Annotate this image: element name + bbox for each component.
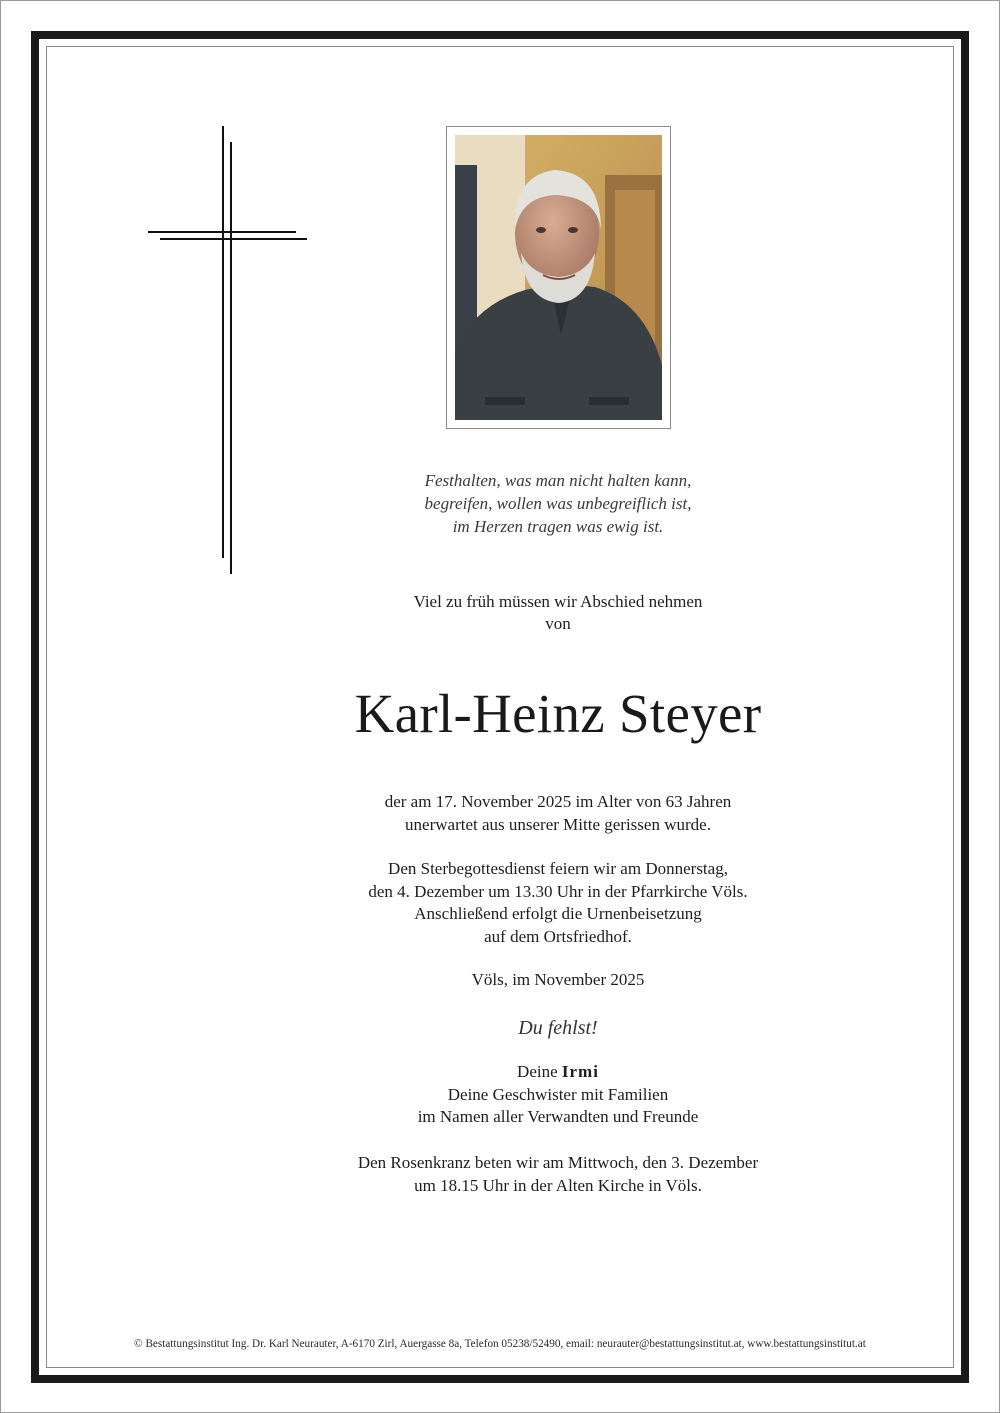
rosary-line: Den Rosenkranz beten wir am Mittwoch, den 3. Dezember <box>357 1153 759 1172</box>
notice-line: der am 17. November 2025 im Alter von 63 Jahren <box>384 792 732 811</box>
mourner-line: Deine Geschwister mit Familien <box>447 1084 669 1104</box>
service-line: auf dem Ortsfriedhof. <box>484 926 632 946</box>
portrait-photo <box>455 135 662 420</box>
mourner-prefix: Deine <box>517 1062 558 1081</box>
deceased-name: Karl-Heinz Steyer <box>354 683 762 744</box>
quote-line: im Herzen tragen was ewig ist. <box>452 517 664 536</box>
funeral-service-info <box>300 858 816 948</box>
rosary-line: um 18.15 Uhr in der Alten Kirche in Völs. <box>414 1175 702 1195</box>
cross-icon <box>146 126 308 576</box>
intro-line: Viel zu früh müssen wir Abschied nehmen <box>413 592 703 611</box>
funeral-home-footer: © Bestattungsinstitut Ing. Dr. Karl Neurauter, A-6170 Zirl, Auergasse 8a, Telefon 05238/52490, email: neurauter@bestattungsinstitut.at, www.bestattungsinstitut.at <box>134 1338 866 1350</box>
rosary-info <box>300 1152 816 1197</box>
closing-phrase: Du fehlst! <box>518 1017 598 1039</box>
place-date <box>300 969 816 992</box>
mourner-line: im Namen aller Verwandten und Freunde <box>417 1107 699 1126</box>
portrait-frame <box>446 126 671 429</box>
mourner-name: Irmi <box>561 1062 599 1081</box>
quote-line: begreifen, wollen was unbegreiflich ist, <box>424 494 692 513</box>
quote-line: Festhalten, was man nicht halten kann, <box>424 471 692 490</box>
service-line: den 4. Dezember um 13.30 Uhr in der Pfarrkirche Völs. <box>368 881 748 901</box>
notice-line: unerwartet aus unserer Mitte gerissen wurde. <box>405 814 711 834</box>
death-notice <box>300 791 816 836</box>
intro-line: von <box>545 614 571 633</box>
mourners-list <box>300 1061 816 1129</box>
farewell-intro <box>300 591 816 635</box>
place-date-text: Völs, im November 2025 <box>471 970 645 989</box>
memorial-quote <box>300 469 816 538</box>
service-line: Anschließend erfolgt die Urnenbeisetzung <box>414 904 702 923</box>
service-line: Den Sterbegottesdienst feiern wir am Donnerstag, <box>388 859 728 878</box>
mourner-line <box>300 1061 816 1084</box>
